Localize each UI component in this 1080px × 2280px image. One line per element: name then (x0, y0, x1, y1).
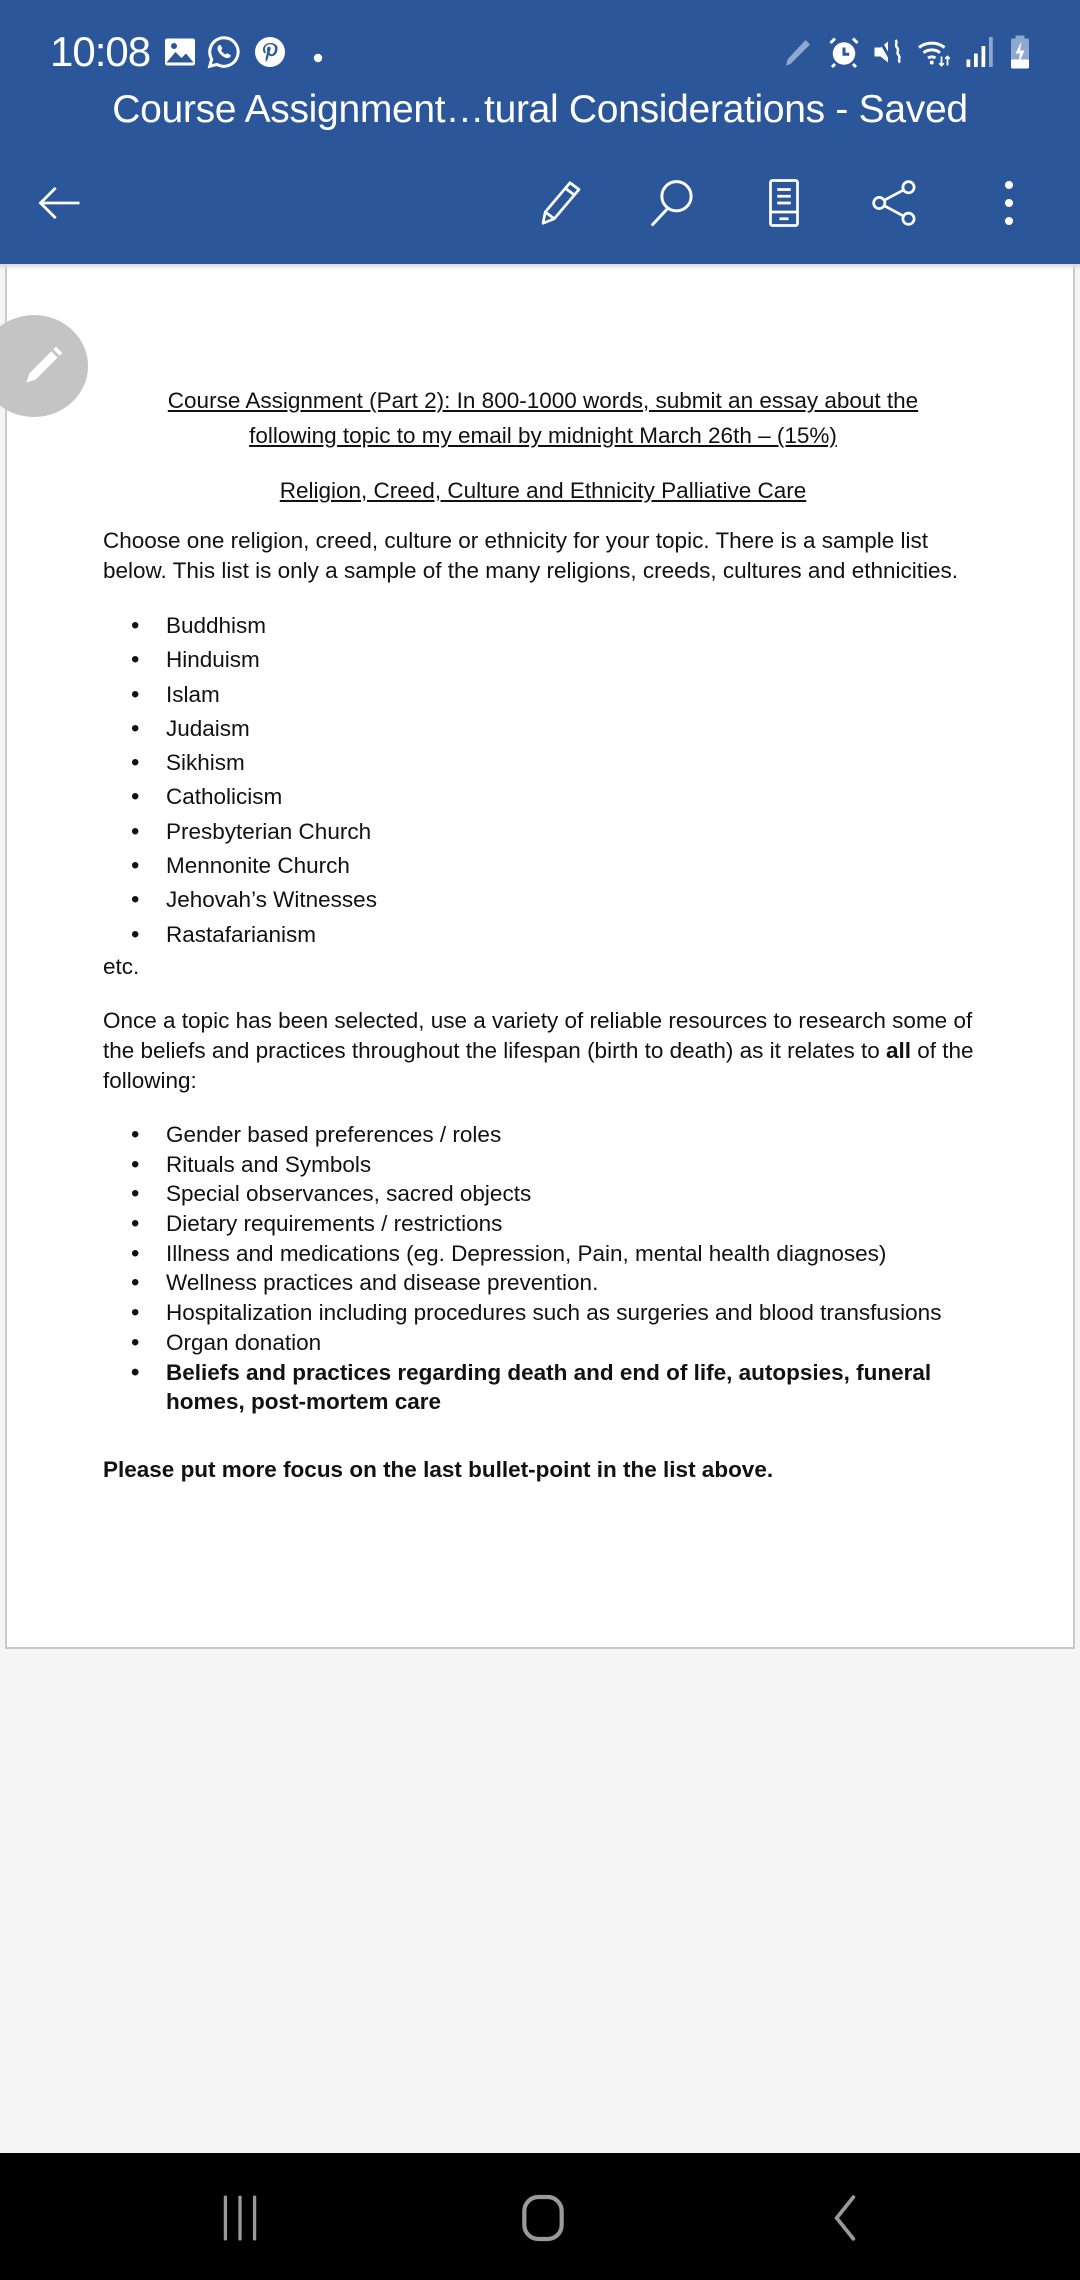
alarm-icon (826, 34, 862, 70)
home-icon (515, 2190, 571, 2246)
assignment-heading-line2: following topic to my email by midnight March 26th – (15%) (249, 423, 837, 448)
back-icon (820, 2193, 870, 2243)
list-item: • Illness and medications (eg. Depression, Pain, mental health diagnoses) (103, 1239, 983, 1269)
mute-icon (870, 34, 906, 70)
research-paragraph (103, 1006, 983, 1096)
share-button[interactable] (860, 168, 930, 238)
list-item: • Judaism (103, 712, 983, 746)
share-icon (868, 176, 922, 230)
pencil-icon (534, 176, 588, 230)
list-item: • Dietary requirements / restrictions (103, 1209, 983, 1239)
pinterest-icon (252, 34, 288, 70)
wifi-icon (916, 34, 952, 70)
home-button[interactable] (498, 2173, 588, 2263)
list-item: • Special observances, sacred objects (103, 1179, 983, 1209)
assignment-heading (103, 383, 983, 453)
battery-charging-icon (1002, 34, 1038, 70)
list-item-emphasized: • Beliefs and practices regarding death and end of life, autopsies, funeral homes, post-mortem care (103, 1358, 983, 1417)
app-bar (0, 0, 1080, 264)
list-item: • Rituals and Symbols (103, 1150, 983, 1180)
closing-note: Please put more focus on the last bullet-point in the list above. (103, 1457, 774, 1482)
back-arrow-icon (34, 177, 86, 229)
back-button[interactable] (25, 168, 95, 238)
research-text-part1: Once a topic has been selected, use a variety of reliable resources to research some of the beliefs and practices throughout the lifespan (birth to death) as it relates to (103, 1007, 973, 1063)
list-item: • Wellness practices and disease prevention. (103, 1268, 983, 1298)
search-button[interactable] (637, 168, 707, 238)
intro-paragraph: Choose one religion, creed, culture or ethnicity for your topic. There is a sample list below. This list is only a sample of the many religions, creeds, cultures and ethnicities. (103, 528, 958, 583)
etc-text: etc. (103, 953, 140, 979)
list-item: • Gender based preferences / roles (103, 1120, 983, 1150)
list-item: • Hinduism (103, 643, 983, 677)
list-item: • Islam (103, 678, 983, 712)
topic-subheading: Religion, Creed, Culture and Ethnicity Palliative Care (279, 478, 807, 503)
status-bar (0, 0, 1080, 100)
more-options-button[interactable] (974, 168, 1044, 238)
list-item: • Organ donation (103, 1328, 983, 1358)
reading-view-button[interactable] (749, 168, 819, 238)
list-item: • Catholicism (103, 780, 983, 814)
navigation-bar (0, 2153, 1080, 2280)
list-item: • Mennonite Church (103, 849, 983, 883)
pen-icon (780, 34, 816, 70)
edit-button[interactable] (526, 168, 596, 238)
list-item: • Rastafarianism (103, 918, 983, 952)
signal-icon (962, 34, 998, 70)
gallery-icon (162, 34, 198, 70)
document-content[interactable] (103, 383, 983, 1485)
system-back-button[interactable] (800, 2173, 890, 2263)
list-item: • Buddhism (103, 609, 983, 643)
reading-view-icon (757, 176, 811, 230)
research-text-emphasis: all (885, 1037, 911, 1063)
list-item: • Sikhism (103, 746, 983, 780)
recent-apps-icon (215, 2193, 265, 2243)
notification-dot-icon (300, 34, 336, 70)
topics-list (103, 1120, 983, 1417)
list-item: • Presbyterian Church (103, 815, 983, 849)
status-time: 10:08 (50, 28, 151, 75)
whatsapp-icon (206, 34, 242, 70)
religion-list (103, 609, 983, 952)
list-item: • Hospitalization including procedures such as surgeries and blood transfusions (103, 1298, 983, 1328)
assignment-heading-line1: Course Assignment (Part 2): In 800-1000 words, submit an essay about the (167, 388, 919, 413)
list-item: • Jehovah’s Witnesses (103, 883, 983, 917)
document-title: Course Assignment…tural Considerations - Saved (112, 88, 968, 131)
pencil-icon (18, 341, 68, 391)
more-vertical-icon (982, 176, 1036, 230)
search-icon (645, 176, 699, 230)
page-shadow (0, 264, 1080, 270)
recent-apps-button[interactable] (195, 2173, 285, 2263)
research-text-part2: of the following: (103, 1037, 974, 1093)
